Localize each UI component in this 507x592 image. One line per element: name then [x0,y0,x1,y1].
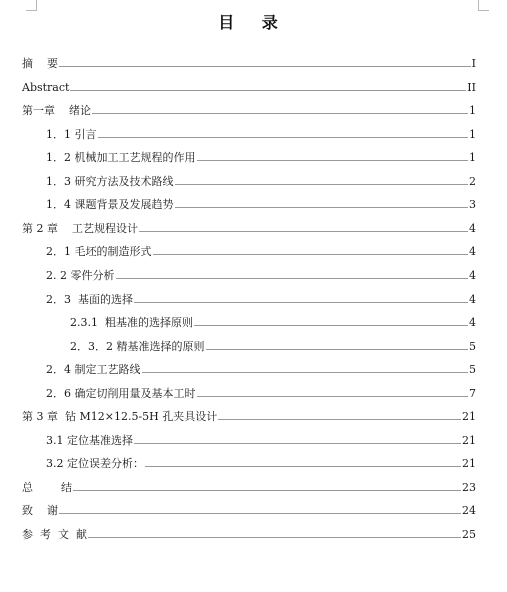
toc-dot-leader [175,184,469,185]
toc-entry[interactable] [0,311,476,329]
toc-entry-page-number: 4 [469,221,476,235]
toc-entry-label: 2．3．2 精基准选择的原则 [70,339,205,353]
toc-entry-page-number: I [471,57,476,70]
toc-entry-page-number: 21 [462,457,476,471]
toc-entry-label: 第 3 章 钻 M12×12.5-5H 孔夹具设计 [22,410,218,424]
toc-entry-page-number: 7 [469,386,476,400]
toc-entry-page-number: 3 [469,198,476,212]
toc-entry-page-number: 1 [469,104,476,118]
toc-entry-page-number: 1 [469,127,476,141]
toc-dot-leader [153,254,469,255]
toc-entry[interactable] [0,99,476,117]
toc-dot-leader [197,396,469,397]
toc-entry[interactable] [0,523,476,541]
toc-dot-leader [206,349,469,350]
toc-entry-label: 参 考 文 献 [22,528,87,541]
toc-entry-page-number: 21 [462,433,476,447]
toc-entry[interactable] [0,499,476,517]
toc-dot-leader [59,513,461,514]
toc-entry-page-number: 23 [462,480,476,494]
toc-entry[interactable] [0,452,476,470]
toc-entry-page-number: 4 [469,245,476,259]
toc-dot-leader [70,90,466,91]
toc-dot-leader [73,490,461,491]
toc-dot-leader [98,137,469,138]
toc-entry-page-number: 4 [469,316,476,330]
toc-dot-leader [175,207,469,208]
toc-entry-page-number: 4 [469,268,476,282]
toc-entry[interactable] [0,429,476,447]
toc-entry-page-number: 25 [462,528,476,541]
toc-entry-label: 2.3.1 粗基准的选择原则 [70,316,193,330]
toc-dot-leader [218,419,461,420]
toc-entry-label: 1．3 研究方法及技术路线 [46,174,174,188]
toc-dot-leader [92,113,468,114]
toc-entry-label: 2．4 制定工艺路线 [46,363,141,377]
toc-dot-leader [197,160,469,161]
toc-dot-leader [142,372,469,373]
toc-entry-label: 2．3 基面的选择 [46,292,133,306]
toc-entry-label: 1．2 机械加工工艺规程的作用 [46,151,196,165]
toc-entry[interactable] [0,288,476,306]
toc-dot-leader [88,537,461,538]
toc-entry-label: 3.1 定位基准选择 [46,433,133,447]
toc-entry[interactable] [0,193,476,211]
page-title: 目 录 [218,13,289,32]
toc-entry[interactable] [0,123,476,141]
toc-entry-label: 第 2 章 工艺规程设计 [22,221,138,235]
toc-entry[interactable] [0,170,476,188]
toc-entry-page-number: 21 [462,410,476,424]
toc-entry-label: 致 谢 [22,504,58,518]
toc-entry-label: 2．1 毛坯的制造形式 [46,245,152,259]
toc-entry[interactable] [0,335,476,353]
toc-entry[interactable] [0,358,476,376]
toc-dot-leader [134,302,468,303]
toc-entry-label: 1．1 引言 [46,127,97,141]
toc-entry-label: 第一章 绪论 [22,104,91,118]
toc-entry-label: 2．6 确定切削用量及基本工时 [46,386,196,400]
toc-entry-label: Abstract [22,80,70,94]
toc-entry[interactable] [0,217,476,235]
toc-entry-label: 摘 要 [22,57,58,70]
toc-entry-page-number: 4 [469,292,476,306]
toc-entry-page-number: 2 [469,174,476,188]
toc-entry[interactable] [0,382,476,400]
toc-dot-leader [116,278,469,279]
toc-entry[interactable] [0,76,476,94]
toc-entry-label: 总 结 [22,480,72,494]
toc-dot-leader [145,466,461,467]
toc-entry-page-number: 1 [469,151,476,165]
toc-entry-page-number: II [467,80,476,94]
toc-entry[interactable] [0,264,476,282]
toc-entry[interactable] [0,476,476,494]
toc-entry-page-number: 24 [462,504,476,518]
toc-dot-leader [194,325,468,326]
toc-dot-leader [134,443,461,444]
toc-entry-label: 2. 2 零件分析 [46,268,115,282]
toc-entry[interactable] [0,405,476,423]
toc-entry-label: 3.2 定位误差分析： [46,457,144,471]
toc-entry-page-number: 5 [469,363,476,377]
toc-entry[interactable] [0,146,476,164]
toc-entry[interactable] [0,52,476,70]
toc-entry[interactable] [0,240,476,258]
toc-entry-label: 1．4 课题背景及发展趋势 [46,198,174,212]
toc-dot-leader [59,66,471,67]
toc-entry-page-number: 5 [469,339,476,353]
toc-dot-leader [139,231,468,232]
